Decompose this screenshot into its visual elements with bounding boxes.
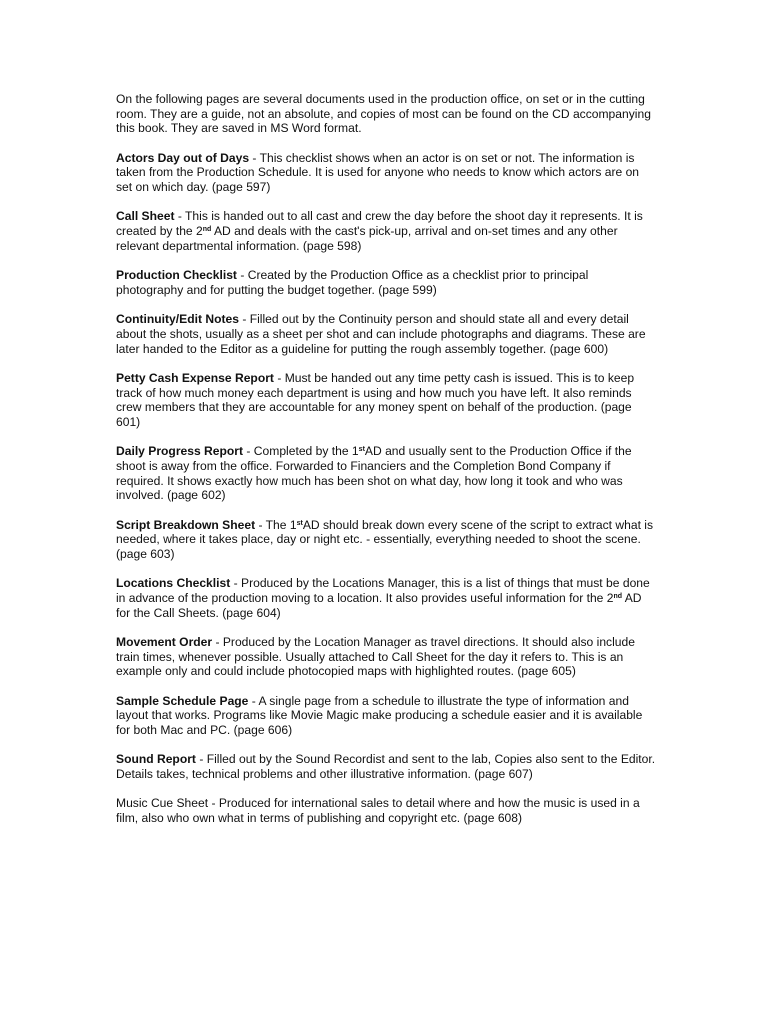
entry-continuity-edit-notes: Continuity/Edit Notes - Filled out by the Continuity person and should state all and every detail about the shots, usually as a sheet per shot and can include photographs and diagrams. These are later handed to the Editor as a guideline for putting the rough assembly together. (page 600) <box>116 312 646 356</box>
entry-movement-order: Movement Order - Produced by the Location Manager as travel directions. It should also include train times, whenever possible. Usually attached to Call Sheet for the day it refers to. This is an example only and could include photocopied maps with highlighted routes. (page 605) <box>116 635 635 679</box>
entry-description: This is handed out to all cast and crew the day before the shoot day it represents. It is created by the 2 <box>116 209 643 239</box>
entry-description: Must be handed out any time petty cash is issued. This is to keep track of how much money each department is using and how much you have left. It also reminds crew members that they are accountable for any money spent on behalf of the production. (page 601) <box>116 370 635 429</box>
entry-term: Daily Progress Report <box>116 444 244 459</box>
ordinal-superscript: nd <box>202 226 212 234</box>
entry-petty-cash-expense-report: Petty Cash Expense Report - Must be handed out any time petty cash is issued. This is to keep track of how much money each department is using and how much you have left. It also reminds crew members that they are accountable for any money spent on behalf of the production. (page 601) <box>116 370 635 429</box>
entry-description: Filled out by the Continuity person and should state all and every detail about the shots, usually as a sheet per shot and can include photographs and diagrams. These are later handed to the Editor as a guideline for putting the rough assembly together. (page 600) <box>116 312 646 356</box>
entry-sound-report: Sound Report - Filled out by the Sound Recordist and sent to the lab, Copies also sent to the Editor. Details takes, technical problems and other illustrative information. (page 607) <box>116 752 656 782</box>
entry-term: Continuity/Edit Notes <box>116 312 239 327</box>
entry-description: Produced by the Location Manager as travel directions. It should also include train times, whenever possible. Usually attached to Call Sheet for the day it refers to. This is an example only and could include photocopied maps with highlighted routes. (page 605) <box>116 635 635 679</box>
entry-script-breakdown-sheet: Script Breakdown Sheet - The 1stAD should break down every scene of the script to extract what is needed, where it takes place, day or night etc. - essentially, everything needed to shoot the scene. (page 603) <box>116 517 654 562</box>
entry-term: Production Checklist <box>116 268 237 283</box>
entry-description: Produced by the Locations Manager, this is a list of things that must be done in advance of the production moving to a location. It also provides useful information for the 2 <box>116 576 650 606</box>
entry-term: Sample Schedule Page <box>116 693 249 708</box>
entry-description: The 1 <box>265 517 297 532</box>
entry-description: Filled out by the Sound Recordist and sent to the lab, Copies also sent to the Editor. Details takes, technical problems and other illustrative information. (page 607) <box>116 752 656 782</box>
entry-term: Movement Order <box>116 635 213 650</box>
ordinal-superscript: st <box>296 519 303 527</box>
entry-sample-schedule-page: Sample Schedule Page - A single page from a schedule to illustrate the type of information and layout that works. Programs like Movie Magic make producing a schedule easier and it is available for both Mac and PC. (page 606) <box>116 693 643 738</box>
entry-term: Call Sheet <box>116 209 175 224</box>
entry-description: Created by the Production Office as a checklist prior to principal photography and for putting the budget together. (page 599) <box>116 268 589 297</box>
entry-term: Actors Day out of Days <box>116 150 250 165</box>
entry-term: Script Breakdown Sheet <box>116 517 256 532</box>
entry-actors-day-out-of-days: Actors Day out of Days - This checklist shows when an actor is on set or not. The information is taken from the Production Schedule. It is used for anyone who needs to know which actors are on set on which day. (page 597) <box>116 150 640 195</box>
closing-paragraph-music-cue-sheet: Music Cue Sheet - Produced for international sales to detail where and how the music is used in a film, also who own what in terms of publishing and copyright etc. (page 608) <box>116 796 640 826</box>
entry-description: A single page from a schedule to illustrate the type of information and layout that works. Programs like Movie Magic make producing a schedule easier and it is available for both Mac and PC. (page 606) <box>116 693 643 738</box>
entry-locations-checklist: Locations Checklist - Produced by the Locations Manager, this is a list of things that must be done in advance of the production moving to a location. It also provides useful information for the 2nd AD for the Call Sheets. (page 604) <box>116 576 650 620</box>
intro-paragraph: On the following pages are several documents used in the production office, on set or in the cutting room. They are a guide, not an absolute, and copies of most can be found on the CD accompanying this book. They are saved in MS Word format. <box>116 92 651 136</box>
ordinal-superscript: nd <box>613 593 623 601</box>
entry-description: Completed by the 1 <box>253 444 359 459</box>
entry-description: This checklist shows when an actor is on set or not. The information is taken from the Production Schedule. It is used for anyone who needs to know which actors are on set on which day. (page 597) <box>116 150 640 195</box>
entry-production-checklist: Production Checklist - Created by the Production Office as a checklist prior to principal photography and for putting the budget together. (page 599) <box>116 268 589 297</box>
document-body <box>116 92 656 840</box>
entry-daily-progress-report: Daily Progress Report - Completed by the 1stAD and usually sent to the Production Office if the shoot is away from the office. Forwarded to Financiers and the Completion Bond Company if required. It shows exactly how much has been shot on what day, how long it took and who was involved. (page 602) <box>116 444 632 503</box>
entry-term: Sound Report <box>116 752 196 767</box>
entry-call-sheet: Call Sheet - This is handed out to all cast and crew the day before the shoot day it represents. It is created by the 2nd AD and deals with the cast's pick-up, arrival and on-set times and any other relevant departmental information. (page 598) <box>116 209 643 253</box>
entry-term: Locations Checklist <box>116 576 231 591</box>
ordinal-superscript: st <box>358 446 365 454</box>
entry-term: Petty Cash Expense Report <box>116 370 274 385</box>
